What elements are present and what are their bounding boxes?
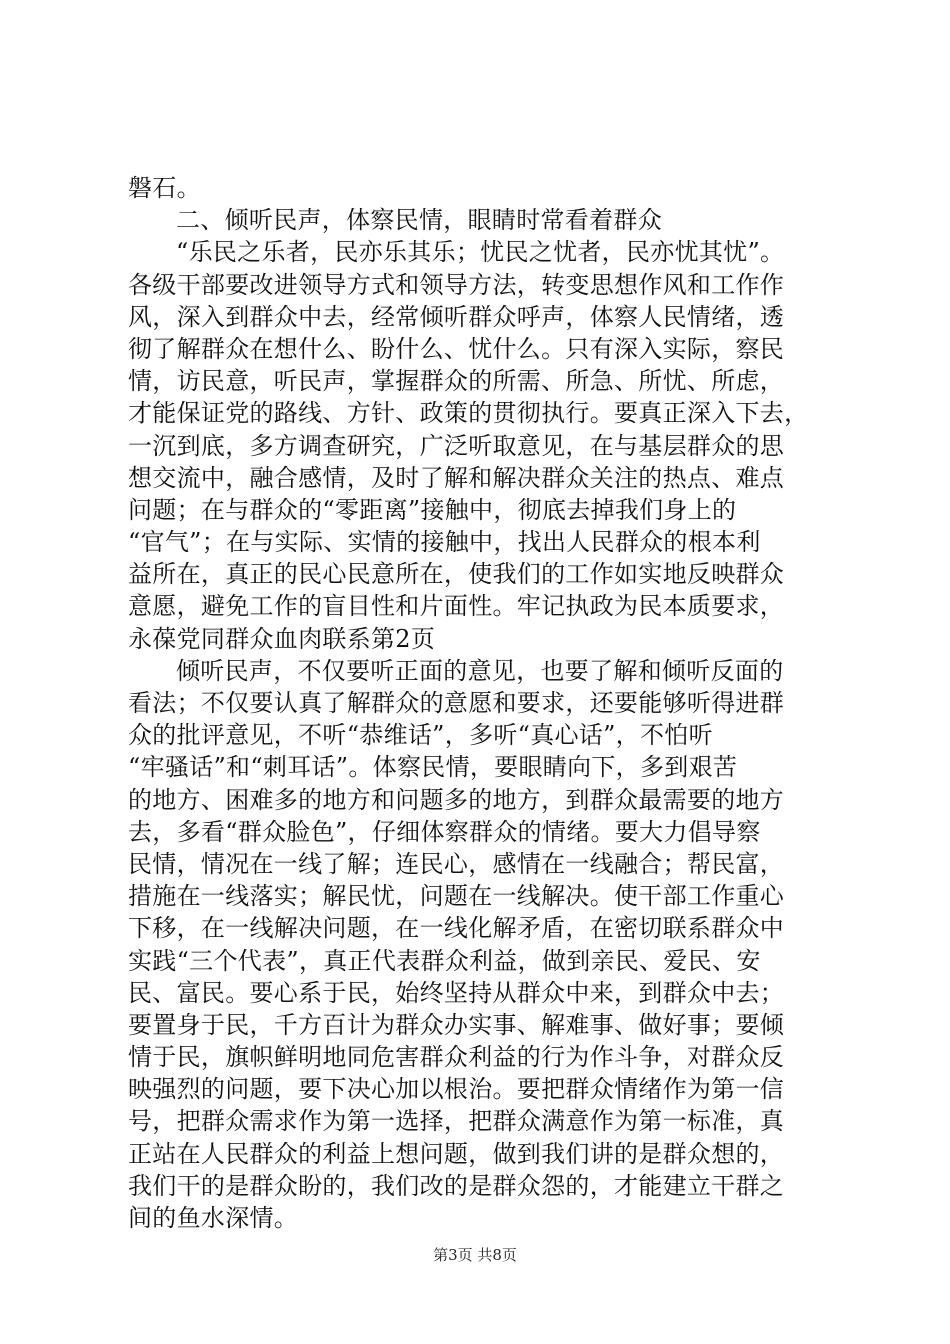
text-line: 下移，在一线解决问题，在一线化解矛盾，在密切联系群众中 [128, 914, 785, 943]
text-line: 间的鱼水深情。 [128, 1204, 299, 1232]
text-line: 风，深入到群众中去，经常倾听群众呼声，体察人民情绪，透 [128, 302, 785, 331]
text-line: 一沉到底，多方调查研究，广泛听取意见，在与基层群众的思 [128, 431, 785, 460]
text-line: 意愿，避免工作的盲目性和片面性。牢记执政为民本质要求， [128, 592, 785, 621]
section-heading: 二、倾听民声，体察民情，眼睛时常看着群众 [176, 206, 662, 235]
text-line: 问题；在与群众的“零距离”接触中，彻底去掉我们身上的 [128, 495, 737, 524]
text-line: 情于民，旗帜鲜明地同危害群众利益的行为作斗争，对群众反 [128, 1043, 785, 1072]
text-line: 各级干部要改进领导方式和领导方法，转变思想作风和工作作 [128, 270, 785, 299]
text-line: 映强烈的问题，要下决心加以根治。要把群众情绪作为第一信 [128, 1075, 785, 1104]
text-line: 看法；不仅要认真了解群众的意愿和要求，还要能够听得进群 [128, 689, 785, 717]
text-line: 彻了解群众在想什么、盼什么、忧什么。只有深入实际，察民 [128, 334, 785, 363]
text-line: 众的批评意见，不听“恭维话”，多听“真心话”，不怕听 [128, 721, 713, 750]
text-line: 才能保证党的路线、方针、政策的贯彻执行。要真正深入下去， [128, 399, 809, 428]
text-line: 去，多看“群众脸色”，仔细体察群众的情绪。要大力倡导察 [128, 817, 761, 846]
text-line: 永葆党同群众血肉联系第2页 [128, 624, 436, 653]
text-line: 我们干的是群众盼的，我们改的是群众怨的，才能建立干群之 [128, 1171, 785, 1200]
text-line: “官气”；在与实际、实情的接触中，找出人民群众的根本利 [128, 528, 761, 557]
text-line: “乐民之乐者，民亦乐其乐；忧民之忧者，民亦忧其忧”。 [176, 238, 785, 267]
text-line: 磐石。 [128, 174, 201, 202]
text-line: 要置身于民，千方百计为群众办实事、解难事、做好事；要倾 [128, 1010, 785, 1039]
text-line: 倾听民声，不仅要听正面的意见，也要了解和倾听反面的 [176, 656, 784, 685]
text-line: 号，把群众需求作为第一选择，把群众满意作为第一标准，真 [128, 1107, 785, 1136]
page-number-footer: 第3页 共8页 [433, 1246, 517, 1264]
text-line: 想交流中，融合感情，及时了解和解决群众关注的热点、难点 [128, 463, 785, 492]
text-line: 民情，情况在一线了解；连民心，感情在一线融合；帮民富， [128, 849, 785, 878]
text-line: 实践“三个代表”，真正代表群众利益，做到亲民、爱民、安 [128, 946, 761, 975]
text-line: 益所在，真正的民心民意所在，使我们的工作如实地反映群众 [128, 560, 785, 589]
text-line: “牢骚话”和“刺耳话”。体察民情，要眼睛向下，多到艰苦 [128, 753, 738, 782]
document-body [128, 172, 828, 1234]
text-line: 的地方、困难多的地方和问题多的地方，到群众最需要的地方 [128, 785, 785, 814]
text-line: 民、富民。要心系于民，始终坚持从群众中来，到群众中去； [128, 978, 785, 1007]
text-line: 情，访民意，听民声，掌握群众的所需、所急、所忧、所虑， [128, 367, 785, 396]
text-line: 措施在一线落实；解民忧，问题在一线解决。使干部工作重心 [128, 882, 785, 911]
text-line: 正站在人民群众的利益上想问题，做到我们讲的是群众想的， [128, 1139, 785, 1168]
